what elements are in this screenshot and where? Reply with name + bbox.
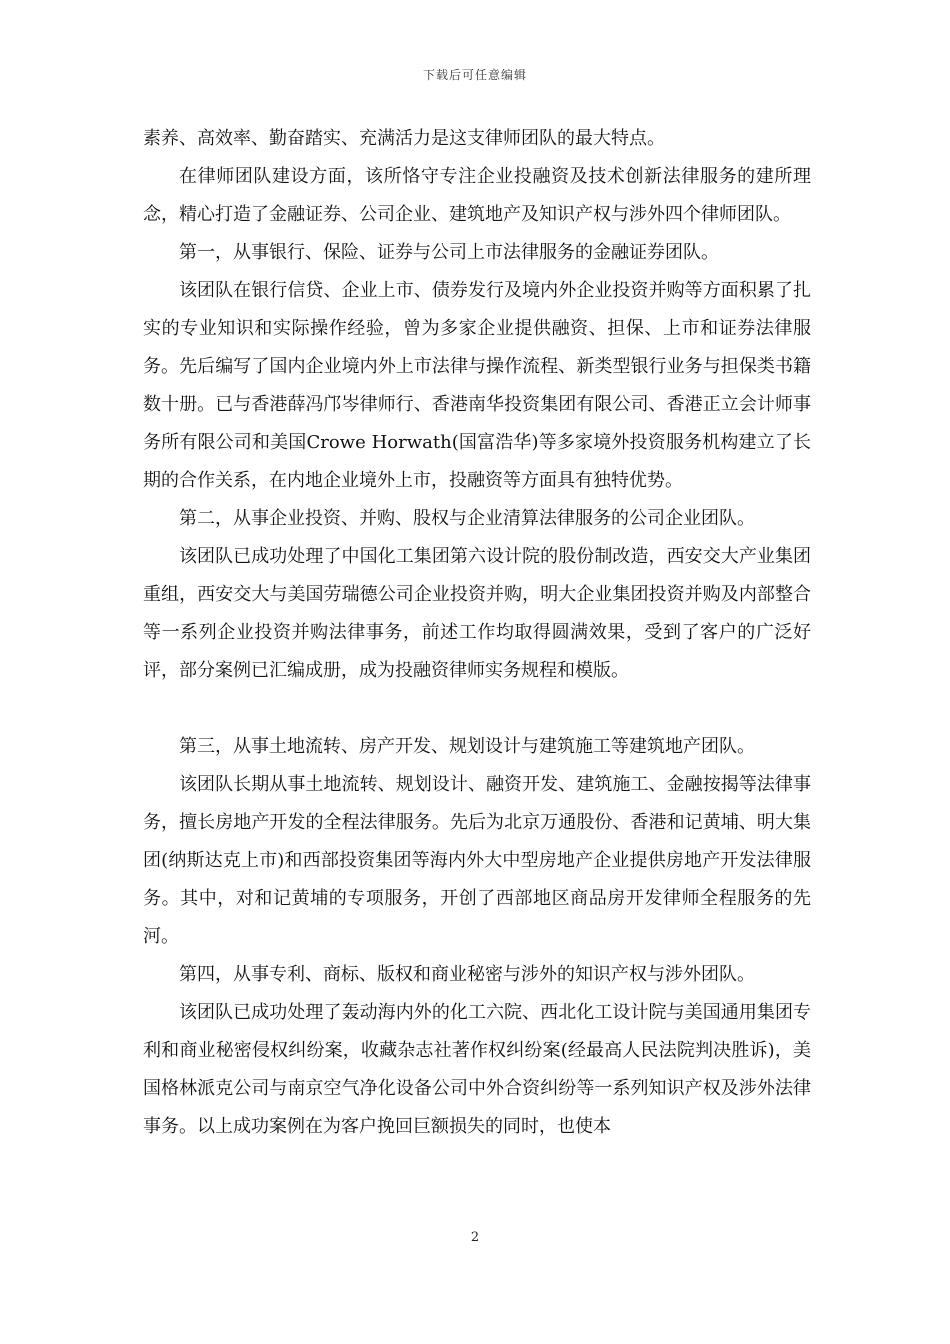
paragraph-3: 第一，从事银行、保险、证券与公司上市法律服务的金融证券团队。 bbox=[179, 242, 719, 263]
paragraph-7: 第三，从事土地流转、房产开发、规划设计与建筑施工等建筑地产团队。 bbox=[179, 736, 755, 757]
page-header: 下载后可任意编辑 bbox=[422, 68, 527, 82]
paragraph-1: 素养、高效率、勤奋踏实、充满活力是这支律师团队的最大特点。 bbox=[143, 128, 665, 149]
paragraph-4: 该团队在银行信贷、企业上市、债券发行及境内外企业投资并购等方面积累了扎实的专业知识和实际操作经验，曾为多家企业提供融资、担保、上市和证券法律服务。先后编写了国内企业境内外上市法律与操作流程、新类型银行业务与担保类书籍数十册。已与香港薛冯邝岑律师行、香港南华投资集团有限公司、香港正立会计师事务所有限公司和美国Crowe Horwath(国富浩华)等多家境外投资服务机构建立了长期的合作关系，在内地企业境外上市，投融资等方面具有独特优势。 bbox=[143, 280, 811, 491]
paragraph-2: 在律师团队建设方面，该所恪守专注企业投融资及技术创新法律服务的建所理念，精心打造了金融证券、公司企业、建筑地产及知识产权与涉外四个律师团队。 bbox=[143, 166, 811, 225]
paragraph-10: 该团队已成功处理了轰动海内外的化工六院、西北化工设计院与美国通用集团专利和商业秘密侵权纠纷案，收藏杂志社著作权纠纷案(经最高人民法院判决胜诉)，美国格林派克公司与南京空气净化设备公司中外合资纠纷等一系列知识产权及涉外法律事务。以上成功案例在为客户挽回巨额损失的同时，也使本 bbox=[143, 1002, 811, 1137]
paragraph-8: 该团队长期从事土地流转、规划设计、融资开发、建筑施工、金融按揭等法律事务，擅长房地产开发的全程法律服务。先后为北京万通股份、香港和记黄埔、明大集团(纳斯达克上市)和西部投资集团等海内外大中型房地产企业提供房地产开发法律服务。其中，对和记黄埔的专项服务，开创了西部地区商品房开发律师全程服务的先河。 bbox=[143, 774, 811, 947]
paragraph-9: 第四，从事专利、商标、版权和商业秘密与涉外的知识产权与涉外团队。 bbox=[179, 964, 755, 985]
paragraph-6: 该团队已成功处理了中国化工集团第六设计院的股份制改造，西安交大产业集团重组，西安交大与美国劳瑞德公司企业投资并购，明大企业集团投资并购及内部整合等一系列企业投资并购法律事务，前述工作均取得圆满效果，受到了客户的广泛好评，部分案例已汇编成册，成为投融资律师实务规程和模版。 bbox=[143, 546, 811, 681]
paragraph-5: 第二，从事企业投资、并购、股权与企业清算法律服务的公司企业团队。 bbox=[179, 508, 755, 529]
document-body bbox=[143, 120, 811, 1146]
page-number: 2 bbox=[470, 1230, 480, 1245]
